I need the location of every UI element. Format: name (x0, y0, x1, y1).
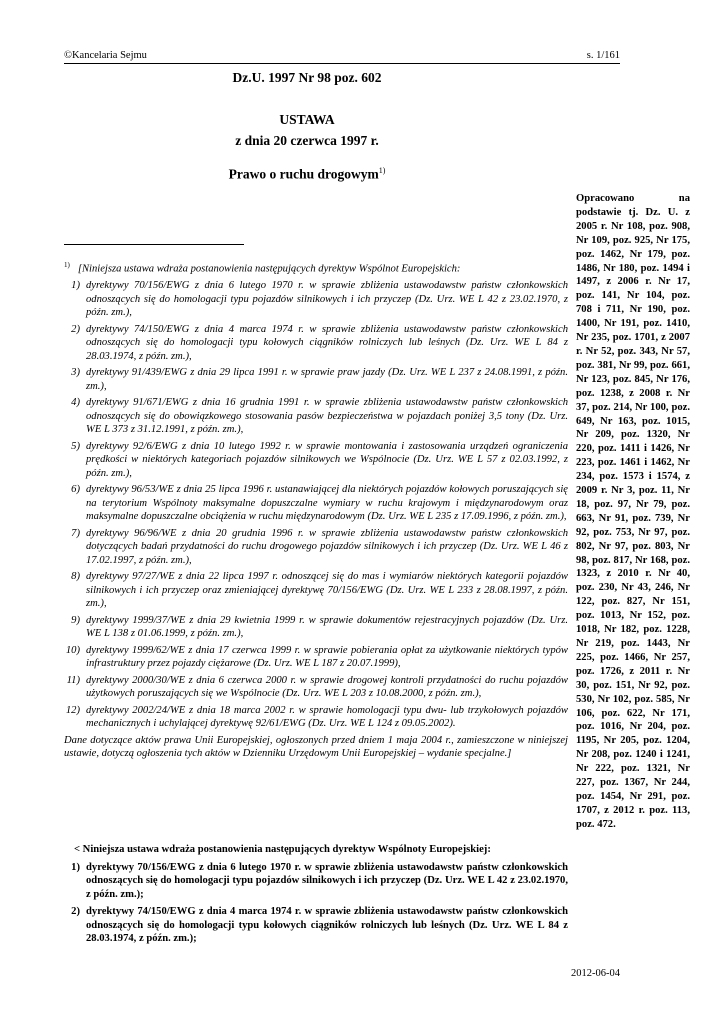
list-item-number: 6) (71, 484, 80, 496)
list-item (64, 323, 568, 364)
list-item (64, 674, 568, 701)
list-item-number: 9) (71, 614, 80, 626)
sidebar-source-note: Opracowano na podstawie tj. Dz. U. z 2005 r. Nr 108, poz. 908, Nr 109, poz. 925, Nr 175, poz. 1462, Nr 179, poz. 1486, Nr 180, poz. 1494 i 1497, z 2006 r. Nr 17, poz. 141, Nr 104, poz. 708 i 711, Nr 190, poz. 1400, Nr 191, poz. 1410, Nr 235, poz. 1701, z 2007 r. Nr 52, poz. 343, Nr 57, poz. 381, Nr 99, poz. 661, Nr 123, poz. 845, Nr 176, poz. 1238, z 2008 r. Nr 37, poz. 214, Nr 100, poz. 649, Nr 163, poz. 1015, Nr 209, poz. 1320, Nr 220, poz. 1411 i 1426, Nr 223, poz. 1461 i 1462, Nr 234, poz. 1573 i 1574, z 2009 r. Nr 3, poz. 11, Nr 18, poz. 97, Nr 79, poz. 663, Nr 91, poz. 739, Nr 92, poz. 753, Nr 97, poz. 802, Nr 97, poz. 803, Nr 98, poz. 817, Nr 168, poz. 1323, z 2010 r. Nr 40, poz. 230, Nr 43, 246, Nr 122, poz. 827, Nr 151, poz. 1013, Nr 152, poz. 1018, Nr 182, poz. 1228, Nr 219, poz. 1443, Nr 225, poz. 1466, Nr 257, poz. 1726, z 2011 r. Nr 30, poz. 151, Nr 92, poz. 530, Nr 102, poz. 585, Nr 106, poz. 622, Nr 171, poz. 1016, Nr 204, poz. 1195, Nr 205, poz. 1204, Nr 208, poz. 1240 i 1241, Nr 222, poz. 1321, Nr 227, poz. 1367, Nr 244, poz. 1454, Nr 291, poz. 1707, z 2012 r. poz. 113, poz. 472. (576, 193, 690, 830)
amendment-section (64, 843, 568, 950)
footnote-mark: 1) (64, 261, 70, 269)
list-item-number: 5) (71, 440, 80, 452)
list-item-number: 1) (71, 861, 80, 873)
list-item-text: dyrektywy 70/156/EWG z dnia 6 lutego 1970 r. w sprawie zbliżenia ustawodawstw państw członkowskich odnoszących się do homologacji typu pojazdów silnikowych i ich przyczep (Dz. Urz. WE L 42 z 23.02.1970, z późn. zm.), (86, 280, 568, 319)
footnote-block (64, 259, 568, 761)
list-item-number: 7) (71, 527, 80, 539)
header-rule (64, 63, 620, 64)
footnote-directive-list (64, 279, 568, 731)
list-item-text: dyrektywy 97/27/WE z dnia 22 lipca 1997 r. odnoszącej się do mas i wymiarów niektórych kategorii pojazdów silnikowych i ich przyczep oraz zmieniającej dyrektywę 70/156/EWG (Dz. Urz. WE L 233 z 28.08.1997, z późn. zm.), (86, 571, 568, 610)
list-item-number: 2) (71, 323, 80, 335)
list-item-number: 3) (71, 367, 80, 379)
list-item (64, 279, 568, 320)
footnote-separator (64, 244, 244, 245)
act-title (70, 166, 544, 183)
list-item-text: dyrektywy 91/671/EWG z dnia 16 grudnia 1991 r. w sprawie zbliżenia ustawodawstw państw członkowskich odnoszących się do obowiązkowego stosowania pasów bezpieczeństwa w pojazdach poniżej 3,5 tony (Dz. Urz. WE L 373 z 31.12.1991, z późn. zm.), (86, 397, 568, 436)
list-item (64, 527, 568, 568)
list-item-text: dyrektywy 2002/24/WE z dnia 18 marca 2002 r. w sprawie homologacji typu dwu- lub trzykołowych pojazdów mechanicznych i uchylającej dyrektywę 92/61/EWG (Dz. Urz. WE L 124 z 09.05.2002). (86, 704, 568, 730)
act-type: USTAWA (279, 112, 335, 127)
act-title-footnote-mark[interactable]: 1) (378, 166, 386, 175)
amendment-directive-list (64, 861, 568, 946)
list-item-number: 10) (65, 644, 80, 656)
header-page-number: s. 1/161 (586, 50, 620, 61)
journal-reference: Dz.U. 1997 Nr 98 poz. 602 (232, 70, 382, 85)
footer-date: 2012-06-04 (571, 968, 620, 979)
list-item (64, 570, 568, 611)
header-publisher: ©Kancelaria Sejmu (64, 50, 147, 61)
list-item (64, 614, 568, 641)
list-item-text: dyrektywy 1999/37/WE z dnia 29 kwietnia 1999 r. w sprawie dokumentów rejestracyjnych pojazdów (Dz. Urz. WE L 138 z 01.06.1999, z późn. zm.), (86, 614, 568, 640)
list-item-text: dyrektywy 2000/30/WE z dnia 6 czerwca 2000 r. w sprawie drogowej kontroli przydatności do ruchu pojazdów użytkowych poruszających się we Wspólnocie (Dz. Urz. WE L 203 z 10.08.2000, z późn. zm.), (86, 674, 568, 700)
list-item (64, 861, 568, 902)
list-item (64, 905, 568, 946)
list-item-text: dyrektywy 70/156/EWG z dnia 6 lutego 1970 r. w sprawie zbliżenia ustawodawstw państw członkowskich odnoszących się do homologacji typu pojazdów silnikowych i ich przyczep (Dz. Urz. WE L 42 z 23.02.1970, z późn. zm.); (86, 861, 568, 900)
list-item-number: 4) (71, 397, 80, 409)
footnote-intro-text: [Niniejsza ustawa wdraża postanowienia następujących dyrektyw Wspólnot Europejskich: (77, 263, 461, 275)
list-item-text: dyrektywy 96/96/WE z dnia 20 grudnia 1996 r. w sprawie zbliżenia ustawodawstw państw członkowskich dotyczących badań przydatności do ruchu drogowego pojazdów silnikowych i ich przyczep (Dz. Urz. WE L 46 z 17.02.1997, z późn. zm.), (86, 527, 568, 566)
list-item (64, 396, 568, 437)
list-item (64, 644, 568, 671)
list-item-number: 8) (71, 571, 80, 583)
list-item-number: 11) (66, 674, 80, 686)
list-item-text: dyrektywy 1999/62/WE z dnia 17 czerwca 1999 r. w sprawie pobierania opłat za użytkowanie niektórych typów infrastruktury przez pojazdy ciężarowe (Dz. Urz. WE L 187 z 20.07.1999), (86, 644, 568, 670)
list-item (64, 440, 568, 481)
act-date: z dnia 20 czerwca 1997 r. (235, 133, 379, 148)
list-item (64, 366, 568, 393)
list-item-text: dyrektywy 74/150/EWG z dnia 4 marca 1974 r. w sprawie zbliżenia ustawodawstw państw członkowskich odnoszących się do homologacji typu kołowych ciągników rolniczych lub leśnych (Dz. Urz. WE L 84 z 28.03.1974, z późn. zm.), (86, 323, 568, 362)
list-item-text: dyrektywy 74/150/EWG z dnia 4 marca 1974 r. w sprawie zbliżenia ustawodawstw państw członkowskich odnoszących się do homologacji typu kołowych ciągników rolniczych lub leśnych (Dz. Urz. WE L 84 z 28.03.1974, z późn. zm.); (86, 906, 568, 944)
amendment-intro: < Niniejsza ustawa wdraża postanowienia następujących dyrektyw Wspólnoty Europejskiej: (74, 844, 491, 855)
footnote-intro (64, 259, 568, 276)
list-item-text: dyrektywy 96/53/WE z dnia 25 lipca 1996 r. ustanawiającej dla niektórych pojazdów kołowych poruszających się na terytorium Wspólnoty maksymalne dopuszczalne wymiary w ruchu krajowym i międzynarodowym oraz maksymalne dopuszczalne obciążenia w ruchu międzynarodowym (Dz. Urz. WE L 235 z 17.09.1996, z późn. zm.), (86, 484, 568, 523)
list-item-number: 12) (65, 704, 80, 716)
list-item (64, 483, 568, 524)
list-item (64, 704, 568, 731)
list-item-text: dyrektywy 91/439/EWG z dnia 29 lipca 1991 r. w sprawie praw jazdy (Dz. Urz. WE L 237 z 24.08.1991, z późn. zm.), (86, 367, 568, 392)
list-item-number: 2) (71, 906, 80, 917)
act-title-text: Prawo o ruchu drogowym (228, 166, 379, 182)
list-item-number: 1) (71, 280, 80, 292)
footnote-closing: Dane dotyczące aktów prawa Unii Europejskiej, ogłoszonych przed dniem 1 maja 2004 r., zamieszczone w niniejszej ustawie, dotyczą ogłoszenia tych aktów w Dzienniku Urzędowym Unii Europejskiej – wydanie specjalne.] (64, 734, 568, 760)
list-item-text: dyrektywy 92/6/EWG z dnia 10 lutego 1992 r. w sprawie montowania i zastosowania urządzeń ograniczenia prędkości w niektórych kategoriach pojazdów silnikowych we Wspólnocie (Dz. Urz. WE L 57 z 02.03.1992, z późn. zm.), (86, 440, 568, 479)
